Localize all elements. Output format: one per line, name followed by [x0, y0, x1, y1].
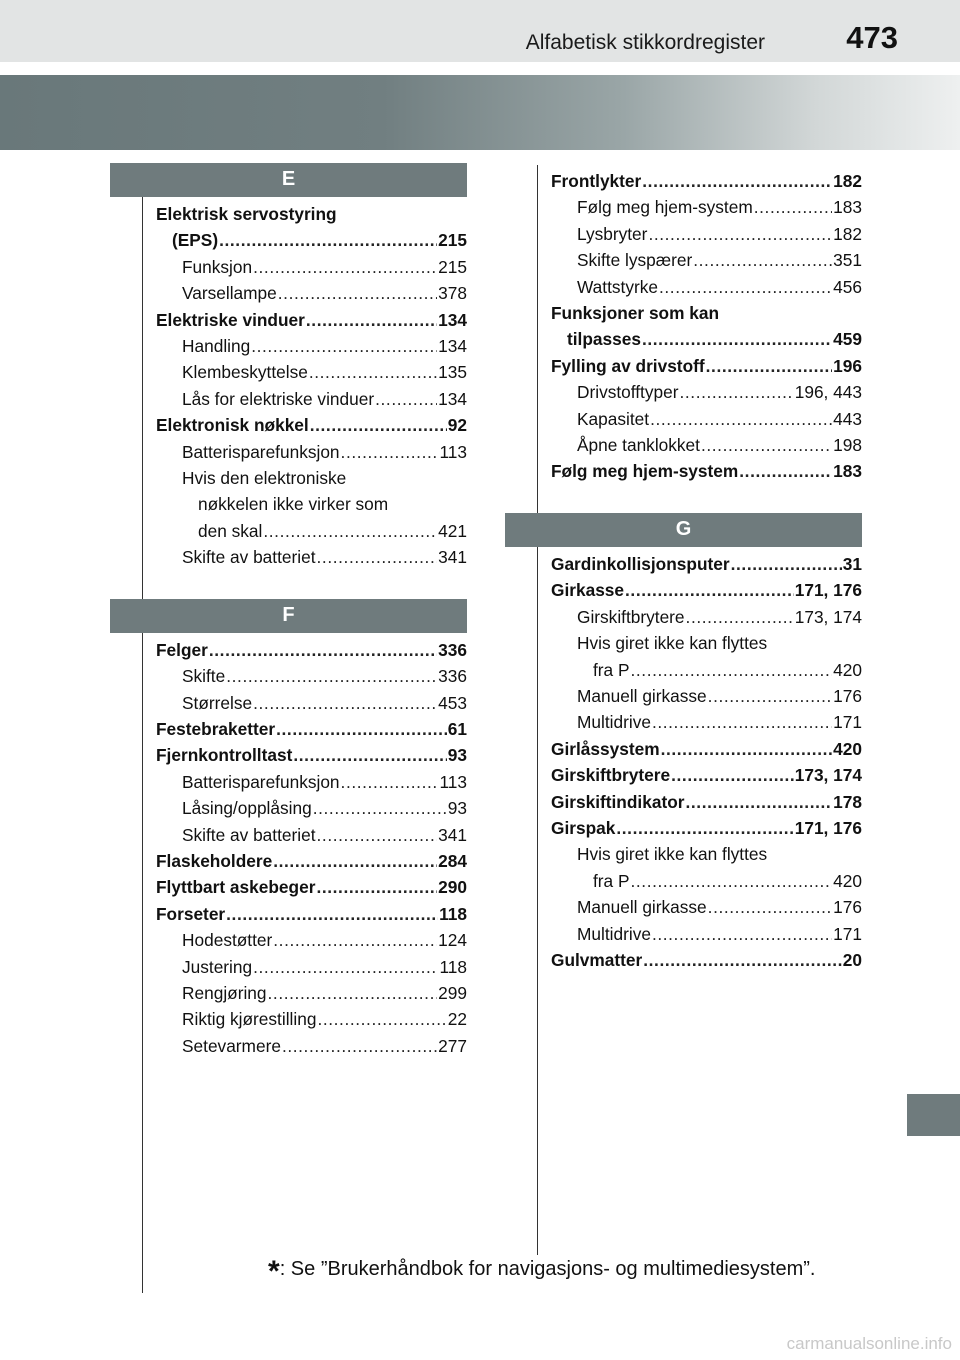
- entry-term: fra P: [593, 659, 630, 680]
- dot-leader: [317, 1006, 446, 1032]
- entry-page-ref: 134: [438, 388, 467, 409]
- entry-term: Girkasse: [551, 580, 625, 601]
- entry-term: Skifte av batteriet: [182, 547, 316, 568]
- dot-leader: [253, 254, 437, 280]
- entry-page-ref: 173, 174: [794, 765, 862, 786]
- entry-page-ref: 124: [438, 930, 467, 951]
- entry-page-ref: 215: [438, 230, 467, 251]
- index-subentry: [156, 1006, 467, 1032]
- dot-leader: [616, 815, 793, 841]
- index-entry: [551, 577, 862, 603]
- index-subentry: [551, 868, 862, 894]
- index-entry: [551, 326, 862, 352]
- entry-term: Åpne tanklokket: [577, 435, 700, 456]
- index-entry: [551, 168, 862, 194]
- entry-term: Flaskeholdere: [156, 850, 273, 871]
- dot-leader: [648, 221, 832, 247]
- index-subentry: [156, 927, 467, 953]
- entry-page-ref: 183: [833, 461, 862, 482]
- index-subentry: [551, 221, 862, 247]
- section-title: Alfabetisk stikkordregister: [525, 31, 765, 54]
- dot-leader: [313, 795, 447, 821]
- dot-leader: [659, 274, 832, 300]
- index-entry: [551, 458, 862, 484]
- entry-page-ref: 93: [447, 798, 467, 819]
- entry-page-ref: 31: [842, 553, 862, 574]
- entry-page-ref: 171, 176: [794, 580, 862, 601]
- entry-term: Gulvmatter: [551, 949, 643, 970]
- entry-page-ref: 118: [439, 956, 467, 977]
- dot-leader: [652, 921, 832, 947]
- dot-leader: [253, 690, 437, 716]
- dot-leader: [253, 954, 438, 980]
- index-entry: [156, 874, 467, 900]
- dot-leader: [754, 194, 832, 220]
- entry-term: Batterisparefunksjon: [182, 771, 340, 792]
- dot-leader: [661, 736, 833, 762]
- dot-leader: [226, 663, 437, 689]
- dot-leader: [226, 901, 438, 927]
- entry-term: Flyttbart askebeger: [156, 877, 316, 898]
- index-subentry: [551, 841, 862, 867]
- entry-term: Frontlykter: [551, 171, 642, 191]
- index-subentry: [156, 544, 467, 570]
- index-entry: [551, 762, 862, 788]
- entry-term: Hodestøtter: [182, 930, 273, 951]
- entry-page-ref: 178: [833, 791, 862, 812]
- entry-term: Størrelse: [182, 692, 253, 713]
- dot-leader: [708, 894, 832, 920]
- index-entry: [156, 716, 467, 742]
- entry-term: Følg meg hjem-system: [577, 197, 753, 218]
- entry-page-ref: 336: [438, 639, 467, 660]
- entry-term: Festebraketter: [156, 718, 276, 739]
- dot-leader: [219, 227, 437, 253]
- index-entry: [551, 815, 862, 841]
- dot-leader: [310, 412, 447, 438]
- entry-term: Riktig kjørestilling: [182, 1009, 317, 1030]
- index-subentry: [156, 465, 467, 491]
- dot-leader: [276, 716, 447, 742]
- entry-page-ref: 341: [438, 824, 467, 845]
- index-subentry: [156, 795, 467, 821]
- dot-leader: [739, 458, 832, 484]
- entry-page-ref: 176: [833, 897, 862, 918]
- dot-leader: [642, 326, 832, 352]
- entry-page-ref: 299: [438, 982, 467, 1003]
- entry-term: Skifte lyspærer: [577, 250, 693, 271]
- entry-page-ref: 215: [438, 256, 467, 277]
- entry-term: Forseter: [156, 903, 226, 924]
- entry-page-ref: 171: [833, 923, 862, 944]
- entry-term: Girlåssystem: [551, 738, 660, 759]
- entry-term: (EPS): [172, 230, 219, 251]
- dot-leader: [209, 637, 437, 663]
- dot-leader: [341, 439, 439, 465]
- dot-leader: [631, 868, 833, 894]
- index-list-f: [110, 633, 467, 1060]
- index-entry: [156, 412, 467, 438]
- entry-term: Wattstyrke: [577, 276, 658, 297]
- entry-page-ref: 134: [438, 336, 467, 357]
- dot-leader: [375, 386, 437, 412]
- entry-term: Elektrisk servostyring: [156, 204, 337, 224]
- entry-term: Skifte av batteriet: [182, 824, 316, 845]
- dot-leader: [631, 657, 833, 683]
- dot-leader: [625, 577, 794, 603]
- index-subentry: [156, 359, 467, 385]
- entry-term: Setevarmere: [182, 1035, 281, 1056]
- entry-page-ref: 198: [833, 435, 862, 456]
- dot-leader: [278, 280, 437, 306]
- index-entry: [156, 848, 467, 874]
- entry-term: Justering: [182, 956, 253, 977]
- entry-term: tilpasses: [567, 329, 641, 350]
- dot-leader: [652, 709, 832, 735]
- entry-term: Hvis den elektroniske: [182, 468, 347, 489]
- entry-term: Handling: [182, 336, 251, 357]
- entry-term: Girskiftbrytere: [577, 606, 685, 627]
- index-subentry: [156, 280, 467, 306]
- index-subentry: [551, 683, 862, 709]
- dot-leader: [273, 927, 437, 953]
- entry-term: Følg meg hjem-system: [551, 461, 739, 482]
- entry-term: Elektronisk nøkkel: [156, 415, 309, 436]
- index-subentry: [156, 491, 467, 517]
- index-subentry: [551, 274, 862, 300]
- section-header-e: E: [110, 163, 467, 197]
- entry-term: Hvis giret ikke kan flyttes: [577, 633, 768, 654]
- entry-page-ref: 118: [439, 903, 467, 924]
- dot-leader: [731, 551, 842, 577]
- entry-page-ref: 196: [833, 355, 862, 376]
- dot-leader: [309, 359, 437, 385]
- entry-term: Multidrive: [577, 712, 651, 733]
- dot-leader: [268, 980, 438, 1006]
- dot-leader: [273, 848, 437, 874]
- dot-leader: [306, 307, 437, 333]
- index-entry: [156, 307, 467, 333]
- entry-page-ref: 113: [439, 441, 467, 462]
- entry-page-ref: 113: [439, 771, 467, 792]
- dot-leader: [708, 683, 832, 709]
- entry-term: Drivstofftyper: [577, 382, 679, 403]
- dot-leader: [671, 762, 794, 788]
- dot-leader: [341, 769, 439, 795]
- entry-term: Rengjøring: [182, 982, 267, 1003]
- entry-page-ref: 420: [833, 870, 862, 891]
- entry-term: Kapasitet: [577, 408, 650, 429]
- entry-page-ref: 351: [833, 250, 862, 271]
- entry-term: Felger: [156, 639, 208, 660]
- entry-term: Låsing/opplåsing: [182, 798, 312, 819]
- entry-term: Fjernkontrolltast: [156, 745, 293, 766]
- index-entry: [551, 551, 862, 577]
- index-subentry: [156, 663, 467, 689]
- entry-page-ref: 135: [438, 362, 467, 383]
- entry-page-ref: 443: [833, 408, 862, 429]
- index-entry: [551, 300, 862, 326]
- entry-page-ref: 336: [438, 666, 467, 687]
- index-subentry: [551, 379, 862, 405]
- entry-page-ref: 378: [438, 283, 467, 304]
- entry-page-ref: 183: [833, 197, 862, 218]
- chapter-tab-marker: [907, 1094, 960, 1136]
- watermark-text: carmanualsonline.info: [786, 1334, 952, 1353]
- entry-page-ref: 290: [438, 877, 467, 898]
- index-subentry: [551, 247, 862, 273]
- dot-leader: [263, 518, 437, 544]
- index-subentry: [551, 894, 862, 920]
- dot-leader: [686, 604, 794, 630]
- dot-leader: [693, 247, 832, 273]
- entry-term: Elektriske vinduer: [156, 309, 305, 330]
- dot-leader: [643, 947, 842, 973]
- entry-page-ref: 176: [833, 685, 862, 706]
- entry-term: Lysbryter: [577, 223, 648, 244]
- index-entry: [156, 227, 467, 253]
- entry-term: Fylling av drivstoff: [551, 355, 705, 376]
- dot-leader: [251, 333, 437, 359]
- entry-page-ref: 92: [447, 415, 467, 436]
- entry-term: Skifte: [182, 666, 226, 687]
- index-subentry: [156, 333, 467, 359]
- dot-leader: [293, 742, 446, 768]
- index-subentry: [551, 406, 862, 432]
- entry-term: Girspak: [551, 817, 616, 838]
- entry-page-ref: 277: [438, 1035, 467, 1056]
- entry-term: Varsellampe: [182, 283, 277, 304]
- dot-leader: [701, 432, 832, 458]
- index-subentry: [551, 709, 862, 735]
- entry-page-ref: 93: [447, 745, 467, 766]
- entry-page-ref: 284: [438, 850, 467, 871]
- index-subentry: [551, 432, 862, 458]
- entry-term: Funksjon: [182, 256, 253, 277]
- entry-page-ref: 20: [842, 949, 862, 970]
- entry-term: den skal: [198, 520, 263, 541]
- entry-term: Batterisparefunksjon: [182, 441, 340, 462]
- entry-page-ref: 171: [833, 712, 862, 733]
- entry-page-ref: 173, 174: [794, 606, 862, 627]
- footnote-text: : Se ”Brukerhåndbok for navigasjons- og multimediesystem”.: [279, 1258, 816, 1280]
- dot-leader: [316, 874, 437, 900]
- index-entry: [551, 736, 862, 762]
- entry-term: Funksjoner som kan: [551, 303, 720, 324]
- entry-term: Girskiftindikator: [551, 791, 685, 812]
- index-subentry: [156, 954, 467, 980]
- entry-term: Girskiftbrytere: [551, 765, 671, 786]
- index-entry: [156, 742, 467, 768]
- index-subentry: [551, 194, 862, 220]
- decorative-banner: [0, 75, 960, 150]
- footnote: [268, 1255, 815, 1289]
- index-entry: [156, 201, 467, 227]
- index-subentry: [551, 630, 862, 656]
- page-number: 473: [846, 20, 898, 55]
- entry-term: nøkkelen ikke virker som: [198, 494, 389, 515]
- header-band: [0, 0, 960, 62]
- entry-page-ref: 420: [833, 659, 862, 680]
- index-entry: [156, 901, 467, 927]
- index-subentry: [156, 1033, 467, 1059]
- entry-page-ref: 182: [833, 171, 862, 191]
- entry-page-ref: 196, 443: [794, 382, 862, 403]
- dot-leader: [282, 1033, 437, 1059]
- entry-page-ref: 134: [438, 309, 467, 330]
- index-subentry: [156, 822, 467, 848]
- dot-leader: [679, 379, 793, 405]
- index-list-g: [505, 547, 862, 974]
- entry-term: Manuell girkasse: [577, 897, 707, 918]
- dot-leader: [317, 822, 438, 848]
- entry-page-ref: 341: [438, 547, 467, 568]
- entry-page-ref: 22: [447, 1009, 467, 1030]
- index-subentry: [156, 518, 467, 544]
- dot-leader: [317, 544, 438, 570]
- index-entry: [551, 789, 862, 815]
- entry-page-ref: 61: [447, 718, 467, 739]
- entry-term: Multidrive: [577, 923, 651, 944]
- index-subentry: [551, 657, 862, 683]
- index-subentry: [551, 921, 862, 947]
- entry-page-ref: 171, 176: [794, 817, 862, 838]
- left-column: [110, 163, 467, 1059]
- index-entry: [551, 353, 862, 379]
- dot-leader: [706, 353, 833, 379]
- entry-page-ref: 456: [833, 276, 862, 297]
- entry-page-ref: 459: [833, 329, 862, 350]
- entry-term: fra P: [593, 870, 630, 891]
- dot-leader: [685, 789, 832, 815]
- section-header-g: G: [505, 513, 862, 547]
- index-subentry: [551, 604, 862, 630]
- entry-page-ref: 421: [438, 520, 467, 541]
- index-subentry: [156, 254, 467, 280]
- entry-page-ref: 453: [438, 692, 467, 713]
- dot-leader: [650, 406, 832, 432]
- index-subentry: [156, 980, 467, 1006]
- entry-term: Manuell girkasse: [577, 685, 707, 706]
- dot-leader: [642, 168, 832, 194]
- entry-term: Klembeskyttelse: [182, 362, 308, 383]
- section-header-f: F: [110, 599, 467, 633]
- index-subentry: [156, 386, 467, 412]
- entry-page-ref: 182: [833, 223, 862, 244]
- index-list-f-continued: [505, 168, 862, 485]
- entry-term: Hvis giret ikke kan flyttes: [577, 844, 768, 865]
- index-list-e: [110, 197, 467, 571]
- index-subentry: [156, 439, 467, 465]
- index-subentry: [156, 690, 467, 716]
- right-column: [505, 168, 862, 973]
- entry-page-ref: 420: [833, 738, 862, 759]
- index-entry: [551, 947, 862, 973]
- index-entry: [156, 637, 467, 663]
- footnote-marker: *: [268, 1255, 280, 1288]
- entry-term: Gardinkollisjonsputer: [551, 553, 730, 574]
- index-subentry: [156, 769, 467, 795]
- entry-term: Lås for elektriske vinduer: [182, 388, 375, 409]
